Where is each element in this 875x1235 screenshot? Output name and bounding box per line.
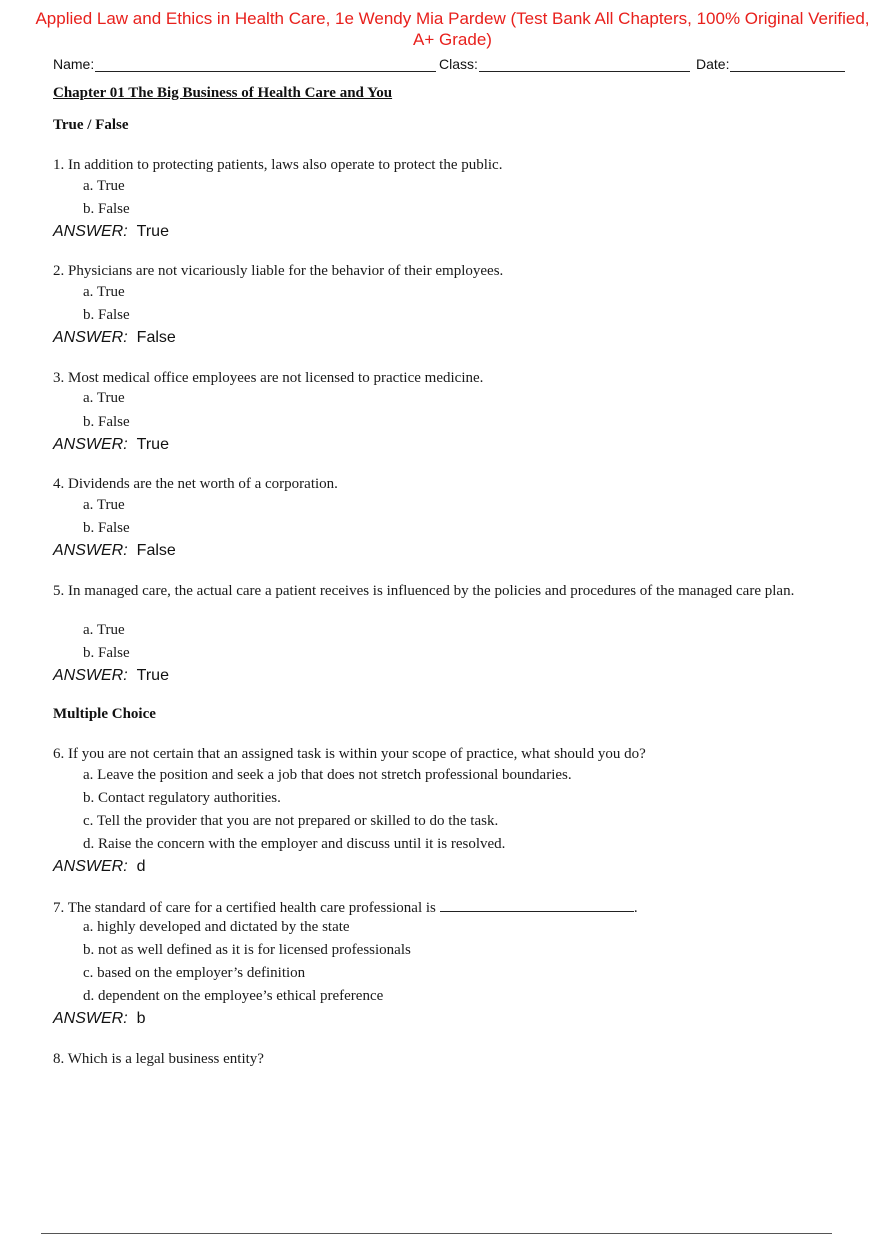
option-6c: c. Tell the provider that you are not prepared or skilled to do the task. xyxy=(83,813,499,829)
option-1b: b. False xyxy=(83,201,130,217)
date-blank-line[interactable] xyxy=(730,57,845,72)
answer-label: ANSWER: xyxy=(53,1010,128,1027)
answer-value: False xyxy=(136,329,176,346)
answer-label: ANSWER: xyxy=(53,858,128,875)
answer-label: ANSWER: xyxy=(53,223,128,240)
option-1a: a. True xyxy=(83,178,125,194)
option-4b: b. False xyxy=(83,520,130,536)
answer-value: True xyxy=(136,667,169,684)
option-4a: a. True xyxy=(83,497,125,513)
answer-label: ANSWER: xyxy=(53,329,128,346)
question-6: 6. If you are not certain that an assigned task is within your scope of practice, what should you do? xyxy=(53,746,646,762)
option-7d: d. dependent on the employee’s ethical preference xyxy=(83,988,384,1004)
answer-value: b xyxy=(136,1010,146,1027)
fill-in-blank-line xyxy=(440,897,634,912)
option-7b: b. not as well defined as it is for licensed professionals xyxy=(83,942,411,958)
question-7-end: . xyxy=(633,900,638,916)
answer-7 xyxy=(53,1009,146,1028)
answer-label: ANSWER: xyxy=(53,667,128,684)
class-field[interactable] xyxy=(439,52,690,72)
answer-5 xyxy=(53,666,169,685)
answer-1 xyxy=(53,222,169,241)
option-2b: b. False xyxy=(83,307,130,323)
option-5a: a. True xyxy=(83,622,125,638)
option-6d: d. Raise the concern with the employer and discuss until it is resolved. xyxy=(83,836,506,852)
answer-value: True xyxy=(136,436,169,453)
answer-2 xyxy=(53,328,176,347)
date-field[interactable] xyxy=(696,52,845,72)
document-title: Applied Law and Ethics in Health Care, 1e Wendy Mia Pardew (Test Bank All Chapters, 100% Original Verified, A+ Grade) xyxy=(35,9,870,49)
answer-6 xyxy=(53,857,146,876)
question-2: 2. Physicians are not vicariously liable for the behavior of their employees. xyxy=(53,263,504,279)
section-heading-true-false: True / False xyxy=(53,117,129,133)
option-6b: b. Contact regulatory authorities. xyxy=(83,790,281,806)
option-3b: b. False xyxy=(83,414,130,430)
answer-label: ANSWER: xyxy=(53,436,128,453)
option-5b: b. False xyxy=(83,645,130,661)
answer-label: ANSWER: xyxy=(53,542,128,559)
answer-value: d xyxy=(136,858,146,875)
question-3: 3. Most medical office employees are not licensed to practice medicine. xyxy=(53,370,484,386)
section-heading-multiple-choice: Multiple Choice xyxy=(53,706,156,722)
student-info-row xyxy=(53,52,848,72)
answer-value: False xyxy=(136,542,176,559)
chapter-title: Chapter 01 The Big Business of Health Care and You xyxy=(53,85,393,101)
date-label: Date: xyxy=(696,56,730,72)
footer-divider xyxy=(41,1233,832,1234)
question-1: 1. In addition to protecting patients, laws also operate to protect the public. xyxy=(53,157,503,173)
option-7a: a. highly developed and dictated by the state xyxy=(83,919,350,935)
class-blank-line[interactable] xyxy=(479,57,690,72)
answer-3 xyxy=(53,435,169,454)
answer-4 xyxy=(53,541,176,560)
question-7 xyxy=(53,897,828,917)
class-label: Class: xyxy=(439,56,478,72)
name-field[interactable] xyxy=(53,52,436,72)
question-7-text: 7. The standard of care for a certified health care professional is xyxy=(53,900,436,916)
question-4: 4. Dividends are the net worth of a corporation. xyxy=(53,476,338,492)
answer-value: True xyxy=(136,223,169,240)
question-5: 5. In managed care, the actual care a patient receives is influenced by the policies and procedures of the managed care plan. xyxy=(53,583,795,599)
name-blank-line[interactable] xyxy=(95,57,436,72)
name-label: Name: xyxy=(53,56,95,72)
option-6a: a. Leave the position and seek a job that does not stretch professional boundaries. xyxy=(83,767,572,783)
question-8: 8. Which is a legal business entity? xyxy=(53,1051,264,1067)
option-2a: a. True xyxy=(83,284,125,300)
option-3a: a. True xyxy=(83,390,125,406)
option-7c: c. based on the employer’s definition xyxy=(83,965,306,981)
